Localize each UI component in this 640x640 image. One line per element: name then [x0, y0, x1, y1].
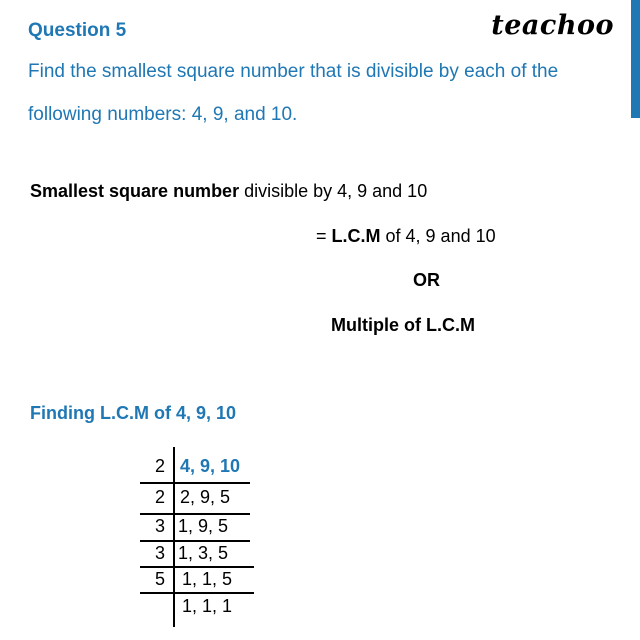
- solution-term: Smallest square number: [30, 181, 240, 201]
- teachoo-logo: teachoo: [491, 10, 614, 41]
- table-divisor: 3: [154, 516, 165, 536]
- question-label: Question 5: [28, 20, 127, 41]
- solution-statement-rest: divisible by 4, 9 and 10: [239, 181, 428, 201]
- multiple-of-lcm: Multiple of L.C.M: [331, 315, 475, 335]
- table-values: 1, 3, 5: [178, 543, 229, 563]
- table-values: 2, 9, 5: [180, 487, 231, 507]
- table-values: 4, 9, 10: [180, 456, 241, 476]
- table-divisor: 2: [154, 487, 165, 507]
- table-row-line: [140, 482, 250, 484]
- table-divisor: 5: [154, 569, 165, 589]
- table-row-line: [140, 513, 250, 515]
- table-values: 1, 9, 5: [178, 516, 229, 536]
- table-vertical-line: [173, 447, 175, 627]
- or-text: OR: [413, 270, 440, 290]
- table-values: 1, 1, 5: [182, 569, 233, 589]
- equals-sign: =: [316, 226, 332, 246]
- lcm-term: L.C.M: [331, 226, 381, 246]
- table-row-line: [140, 566, 254, 568]
- table-divisor: 2: [154, 456, 165, 476]
- table-values: 1, 1, 1: [182, 596, 233, 616]
- table-row-line: [140, 540, 250, 542]
- table-row-line: [140, 592, 254, 594]
- question-text-line2: following numbers: 4, 9, and 10.: [28, 104, 298, 125]
- lcm-heading: Finding L.C.M of 4, 9, 10: [30, 403, 237, 423]
- table-divisor: 3: [154, 543, 165, 563]
- lcm-equation-rest: of 4, 9 and 10: [380, 226, 496, 246]
- question-text-line1: Find the smallest square number that is divisible by each of the: [28, 61, 559, 82]
